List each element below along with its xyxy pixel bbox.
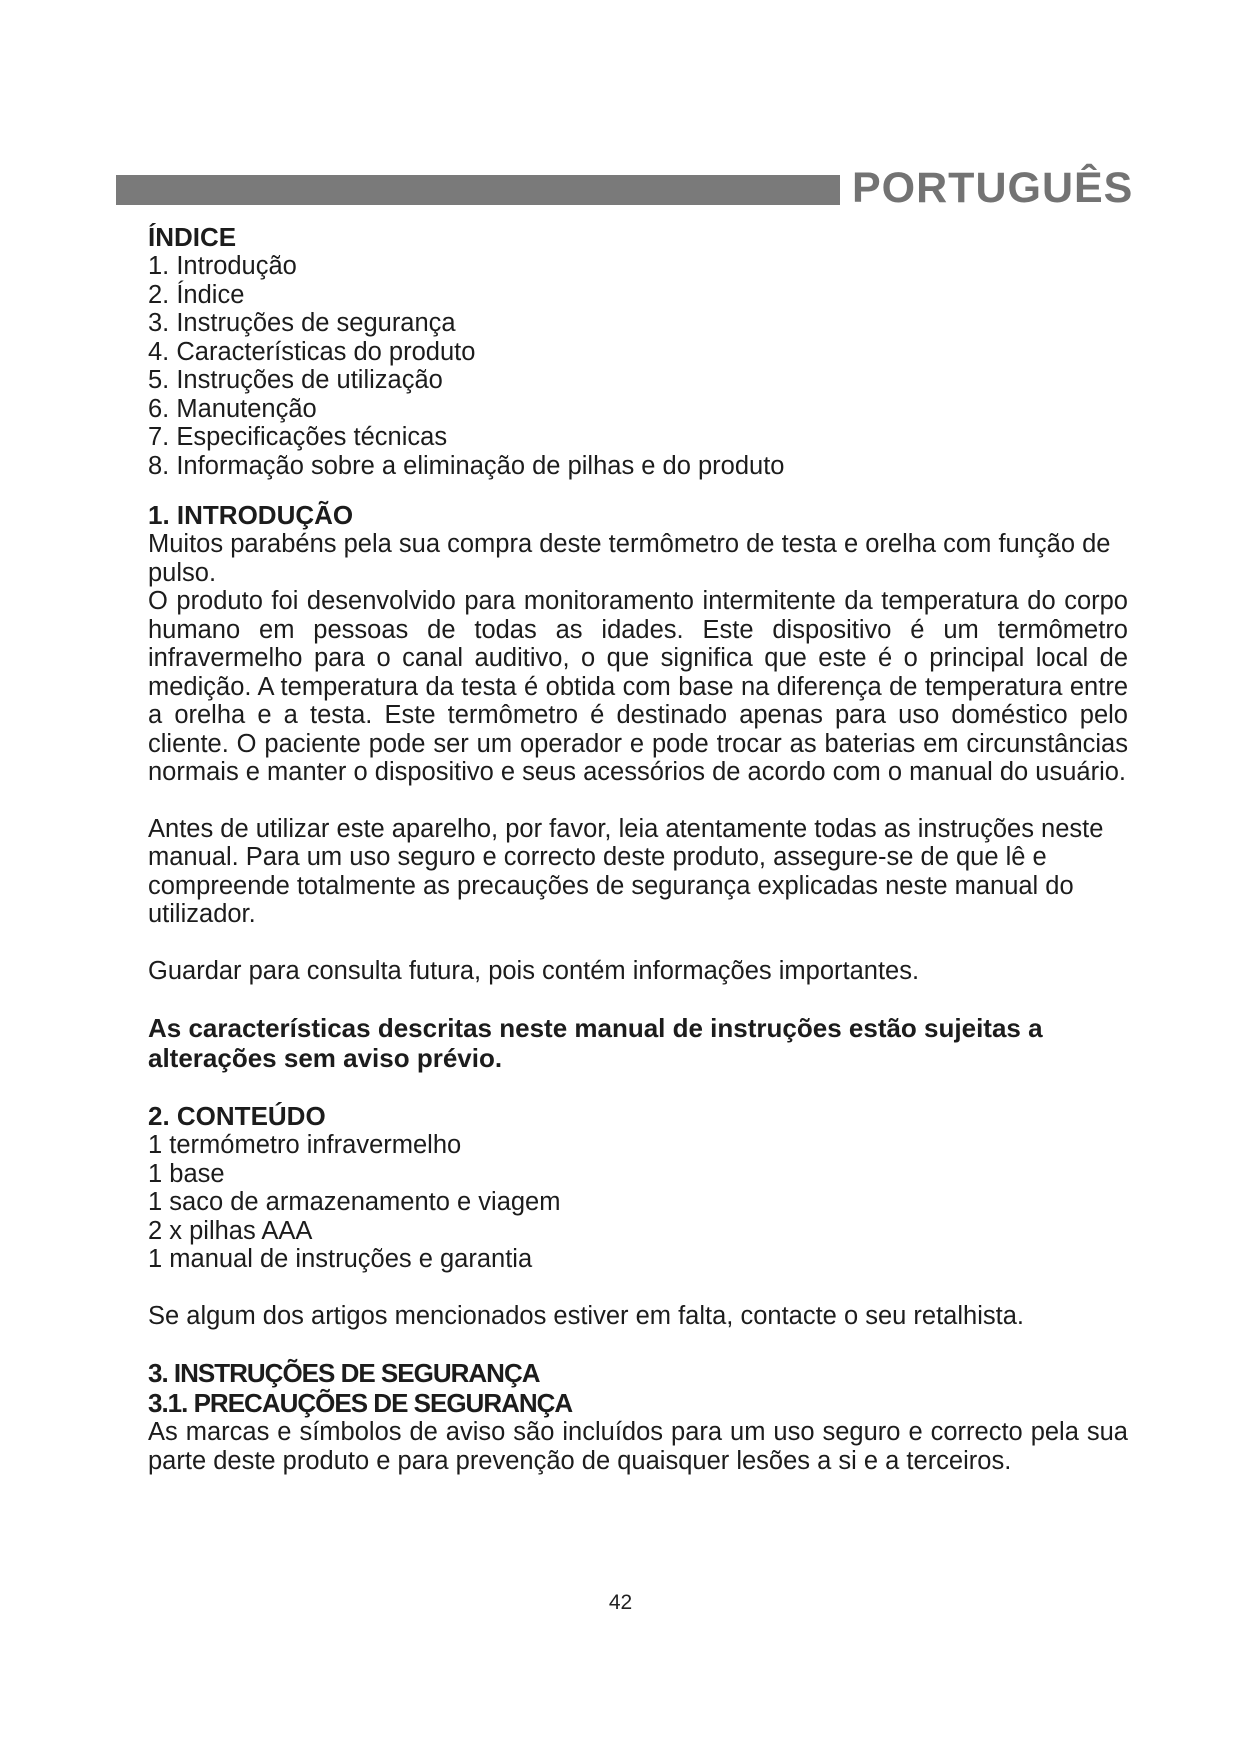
language-title: PORTUGUÊS: [852, 164, 1134, 212]
intro-paragraph: Muitos parabéns pela sua compra deste termômetro de testa e orelha com função de pulso.: [148, 530, 1111, 587]
toc-item: 7. Especificações técnicas: [148, 423, 448, 451]
contents-item: 1 manual de instruções e garantia: [148, 1245, 533, 1273]
safety-heading: 3. INSTRUÇÕES DE SEGURANÇA: [148, 1358, 540, 1388]
toc-item: 2. Índice: [148, 280, 245, 309]
spacer: [148, 985, 1128, 1013]
spacer: [148, 1330, 1128, 1358]
toc-item: 5. Instruções de utilização: [148, 366, 443, 394]
header-bar: [116, 175, 840, 205]
toc-heading: ÍNDICE: [148, 222, 237, 252]
intro-paragraph: Guardar para consulta futura, pois contém informações importantes.: [148, 956, 920, 985]
spacer: [148, 1274, 1128, 1302]
contents-note: Se algum dos artigos mencionados estiver em falta, contacte o seu retalhista.: [148, 1301, 1024, 1330]
spacer: [148, 1073, 1128, 1101]
page-content: [148, 222, 1128, 1475]
toc-item: 3. Instruções de segurança: [148, 309, 456, 337]
page-number: 42: [608, 1591, 633, 1614]
toc-item: 1. Introdução: [148, 252, 297, 280]
intro-heading: 1. INTRODUÇÃO: [148, 500, 354, 530]
toc-item: 4. Características do produto: [148, 337, 476, 366]
toc-list: [148, 252, 1128, 480]
intro-paragraph: Antes de utilizar este aparelho, por favor, leia atentamente todas as instruções neste manual. Para um uso seguro e correcto deste produto, assegure-se de que lê e compreende totalmente as precauções de segurança explicadas neste manual do utilizador.: [148, 814, 1104, 928]
toc-item: 6. Manutenção: [148, 394, 317, 423]
spacer: [148, 787, 1128, 815]
contents-item: 1 saco de armazenamento e viagem: [148, 1188, 561, 1216]
safety-paragraph: As marcas e símbolos de aviso são incluídos para um uso seguro e correcto pela sua parte deste produto e para prevenção de quaisquer lesões a si e a terceiros.: [148, 1418, 1128, 1475]
contents-item: 1 termómetro infravermelho: [148, 1131, 462, 1159]
contents-item: 2 x pilhas AAA: [148, 1216, 313, 1245]
contents-heading: 2. CONTEÚDO: [148, 1101, 326, 1131]
notice-text: As características descritas neste manual de instruções estão sujeitas a alterações sem aviso prévio.: [148, 1013, 1043, 1073]
contents-list: [148, 1131, 1128, 1274]
toc-item: 8. Informação sobre a eliminação de pilhas e do produto: [148, 451, 785, 480]
intro-paragraph: O produto foi desenvolvido para monitoramento intermitente da temperatura do corpo humano em pessoas de todas as idades. Este dispositivo é um termômetro infravermelho para o canal auditivo, o que significa que este é o principal local de medição. A temperatura da testa é obtida com base na diferença de temperatura entre a orelha e a testa. Este termômetro é destinado apenas para uso doméstico pelo cliente. O paciente pode ser um operador e pode trocar as baterias em circunstâncias normais e manter o dispositivo e seus acessórios de acordo com o manual do usuário.: [148, 587, 1128, 786]
safety-subheading: 3.1. PRECAUÇÕES DE SEGURANÇA: [148, 1388, 573, 1418]
contents-item: 1 base: [148, 1159, 225, 1188]
spacer: [148, 929, 1128, 957]
